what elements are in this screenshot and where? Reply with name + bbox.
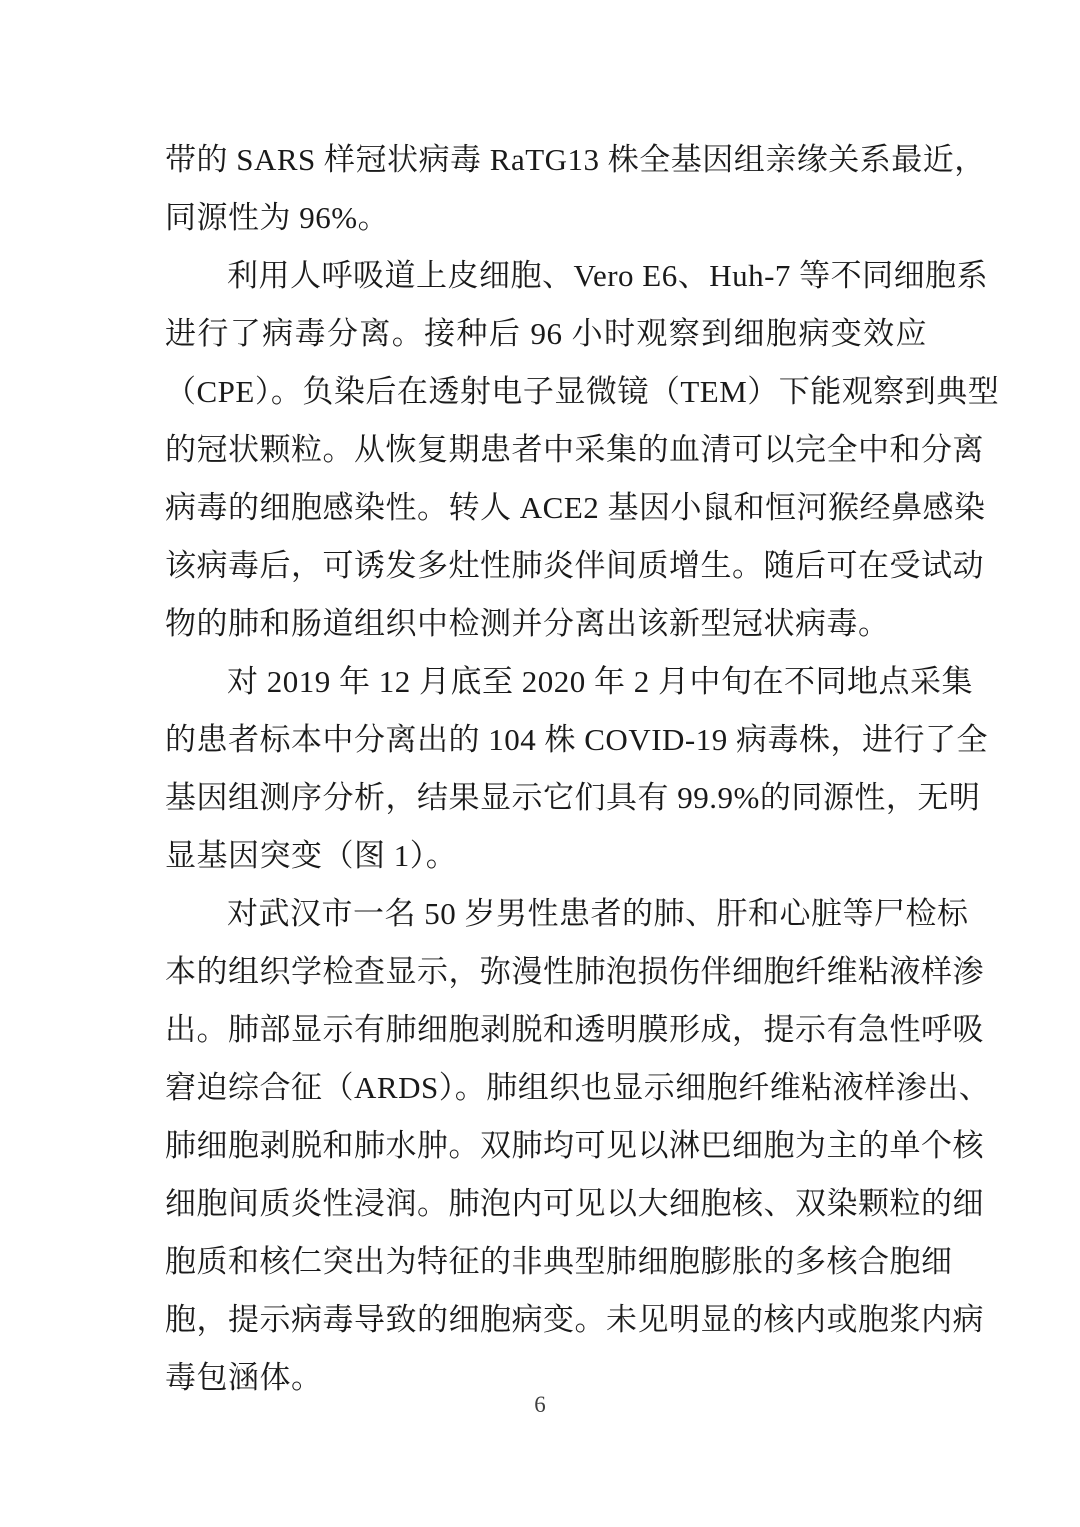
text-line: 进行了病毒分离。接种后 96 小时观察到细胞病变效应 [165, 316, 927, 351]
text-line: 毒包涵体。 [165, 1360, 323, 1395]
text-line: 的冠状颗粒。从恢复期患者中采集的血清可以完全中和分离 [165, 432, 984, 467]
text-line: 带的 SARS 样冠状病毒 RaTG13 株全基因组亲缘关系最近， [165, 142, 986, 177]
document-body [165, 131, 1000, 1407]
text-line: 对 2019 年 12 月底至 2020 年 2 月中旬在不同地点采集 [227, 664, 973, 699]
text-line: 该病毒后，可诱发多灶性肺炎伴间质增生。随后可在受试动 [165, 548, 984, 583]
text-line: 胞质和核仁突出为特征的非典型肺细胞膨胀的多核合胞细 [165, 1244, 953, 1279]
text-line: 同源性为 96%。 [165, 200, 390, 235]
text-line: 肺细胞剥脱和肺水肿。双肺均可见以淋巴细胞为主的单个核 [165, 1128, 984, 1163]
page-number: 6 [534, 1392, 546, 1417]
text-line: 细胞间质炎性浸润。肺泡内可见以大细胞核、双染颗粒的细 [165, 1186, 984, 1221]
text-line: 窘迫综合征（ARDS）。肺组织也显示细胞纤维粘液样渗出、 [165, 1070, 991, 1105]
page-footer [0, 1390, 1080, 1420]
text-line: 显基因突变（图 1）。 [165, 838, 458, 873]
text-line: 本的组织学检查显示，弥漫性肺泡损伤伴细胞纤维粘液样渗 [165, 954, 984, 989]
paragraph [165, 131, 986, 247]
text-line: （CPE）。负染后在透射电子显微镜（TEM）下能观察到典型 [165, 374, 1000, 409]
paragraph [165, 653, 988, 885]
text-line: 基因组测序分析，结果显示它们具有 99.9%的同源性，无明 [165, 780, 981, 815]
text-line: 胞，提示病毒导致的细胞病变。未见明显的核内或胞浆内病 [165, 1302, 984, 1337]
text-line: 病毒的细胞感染性。转人 ACE2 基因小鼠和恒河猴经鼻感染 [165, 490, 986, 525]
text-line: 的患者标本中分离出的 104 株 COVID-19 病毒株，进行了全 [165, 722, 988, 757]
text-line: 利用人呼吸道上皮细胞、Vero E6、Huh-7 等不同细胞系 [227, 258, 989, 293]
paragraph [165, 247, 1000, 653]
text-line: 对武汉市一名 50 岁男性患者的肺、肝和心脏等尸检标 [227, 896, 969, 931]
paragraph [165, 885, 991, 1407]
text-line: 出。肺部显示有肺细胞剥脱和透明膜形成，提示有急性呼吸 [165, 1012, 984, 1047]
text-line: 物的肺和肠道组织中检测并分离出该新型冠状病毒。 [165, 606, 890, 641]
